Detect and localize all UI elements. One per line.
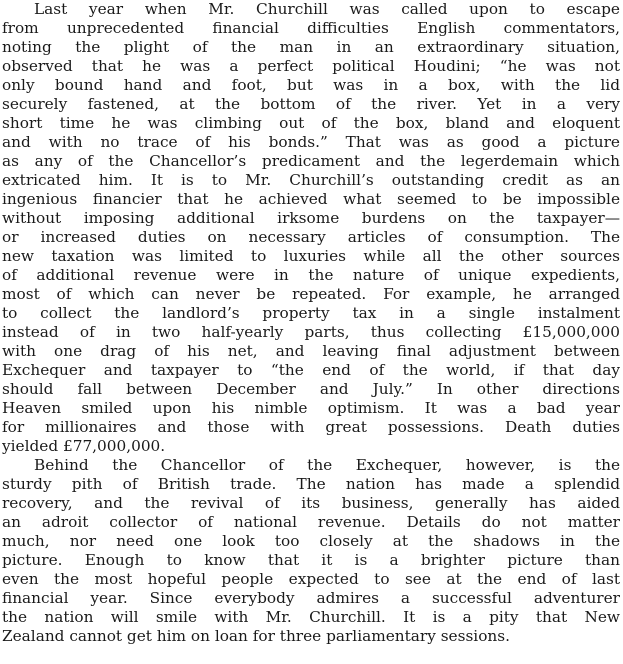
text-line: noting the plight of the man in an extraordinary situation, xyxy=(2,38,620,56)
text-line: securely fastened, at the bottom of the river. Yet in a very xyxy=(2,95,620,113)
text-line: Exchequer and taxpayer to “the end of the world, if that day xyxy=(2,361,620,379)
text-line: sturdy pith of British trade. The nation has made a splendid xyxy=(2,475,620,493)
text-line: only bound hand and foot, but was in a box, with the lid xyxy=(2,76,620,94)
text-line: much, nor need one look too closely at the shadows in the xyxy=(2,532,620,550)
text-line: recovery, and the revival of its business, generally has aided xyxy=(2,494,620,512)
text-line: Behind the Chancellor of the Exchequer, however, is the xyxy=(34,456,620,474)
text-line: the nation will smile with Mr. Churchill. It is a pity that New xyxy=(2,608,620,626)
text-line: yielded £77,000,000. xyxy=(2,437,166,455)
text-line: extricated him. It is to Mr. Churchill’s outstanding credit as an xyxy=(2,171,620,189)
text-line: ingenious financier that he achieved what seemed to be impossible xyxy=(2,190,620,208)
text-line: of additional revenue were in the nature of unique expedients, xyxy=(2,266,620,284)
text-line: even the most hopeful people expected to see at the end of last xyxy=(2,570,620,588)
text-line: should fall between December and July.” In other directions xyxy=(2,380,620,398)
text-line: with one drag of his net, and leaving final adjustment between xyxy=(2,342,620,360)
text-line: for millionaires and those with great possessions. Death duties xyxy=(2,418,620,436)
text-line: new taxation was limited to luxuries while all the other sources xyxy=(2,247,620,265)
text-line: and with no trace of his bonds.” That was as good a picture xyxy=(2,133,620,151)
text-line: Zealand cannot get him on loan for three parliamentary sessions. xyxy=(2,627,510,645)
text-line: or increased duties on necessary articles of consumption. The xyxy=(2,228,620,246)
text-line: an adroit collector of national revenue. Details do not matter xyxy=(2,513,620,531)
text-line: instead of in two half-yearly parts, thus collecting £15,000,000 xyxy=(2,323,620,341)
text-line: short time he was climbing out of the box, bland and eloquent xyxy=(2,114,620,132)
text-line: observed that he was a perfect political Houdini; “he was not xyxy=(2,57,620,75)
text-line: to collect the landlord’s property tax in a single instalment xyxy=(2,304,620,322)
text-line: without imposing additional irksome burdens on the taxpayer— xyxy=(2,209,620,227)
text-line: picture. Enough to know that it is a brighter picture than xyxy=(2,551,620,569)
text-line: most of which can never be repeated. For example, he arranged xyxy=(2,285,620,303)
text-line: financial year. Since everybody admires a successful adventurer xyxy=(2,589,620,607)
article-text xyxy=(2,0,621,664)
text-line: from unprecedented financial difficulties English commentators, xyxy=(2,19,620,37)
text-line: Heaven smiled upon his nimble optimism. It was a bad year xyxy=(2,399,620,417)
text-line: Last year when Mr. Churchill was called upon to escape xyxy=(34,0,620,18)
text-line: as any of the Chancellor’s predicament and the legerdemain which xyxy=(2,152,620,170)
